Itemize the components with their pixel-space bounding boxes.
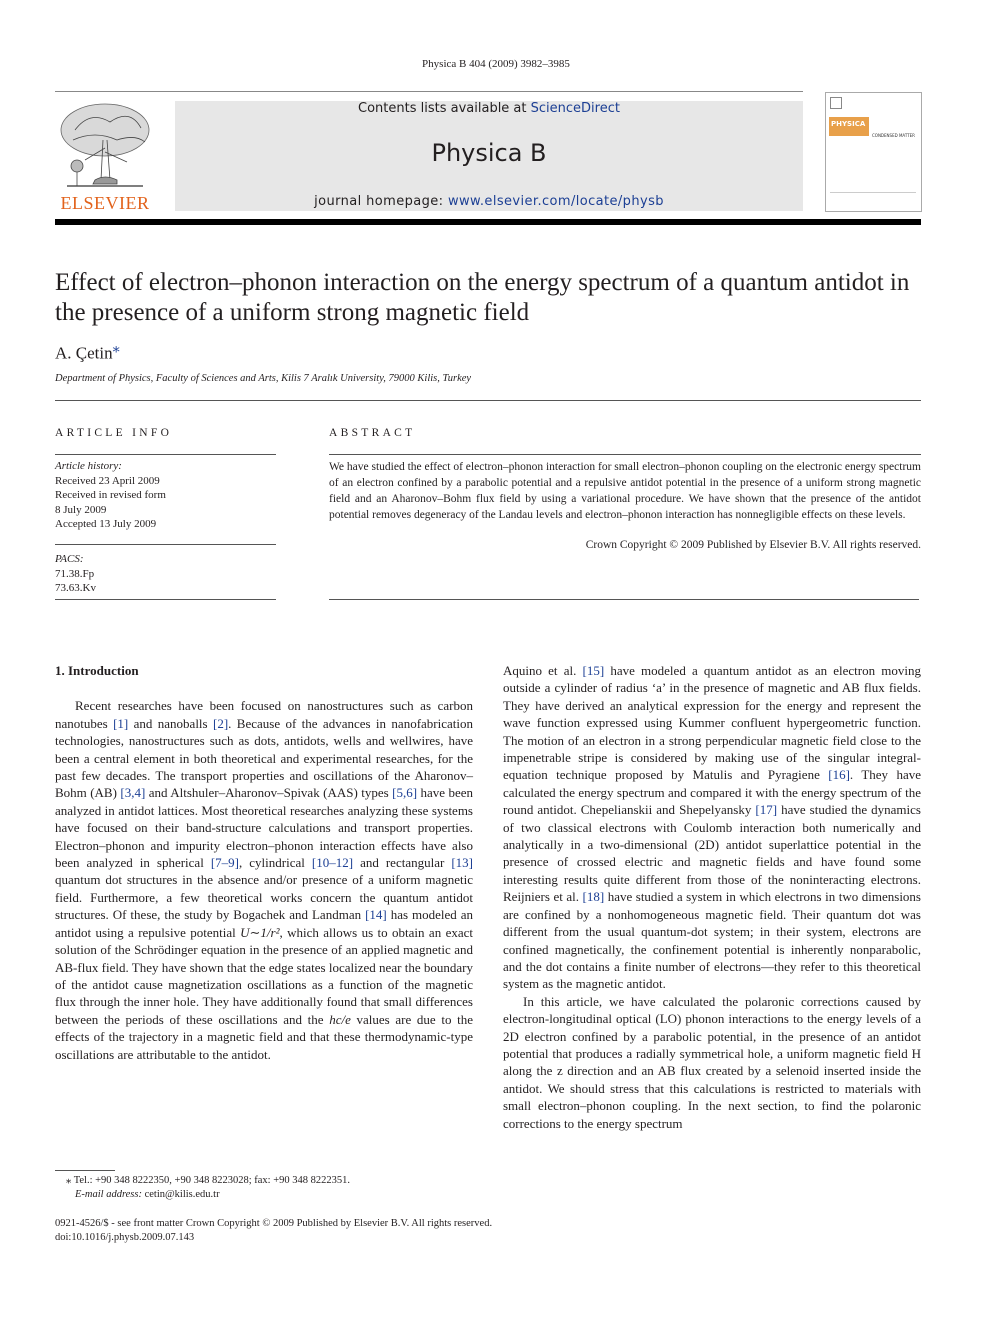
pacs-label: PACS:	[55, 553, 84, 565]
intro-paragraph-2: In this article, we have calculated the polaronic corrections caused by electron-longitudinal optical (LO) phonon interactions to the energy levels of a 2D electron confined by a parabolic potential, in the presence of an antidot potential that produces a radially symmetrical hole, a uniform magnetic field H along the z direction and an AB flux created by a selenoid inserted inside the antidot. We should stress that this calculations is restricted to materials with small electron–phonon coupling. In the next section, to find the polaronic corrections to the energy spectrum	[503, 993, 921, 1131]
tree-logo-icon	[55, 100, 155, 192]
footnote-contact	[55, 1174, 473, 1188]
citation-link[interactable]: [5,6]	[392, 785, 418, 801]
affiliation-rule	[55, 400, 921, 401]
pacs-code: 73.63.Kv	[55, 582, 96, 594]
body-column-left	[55, 662, 473, 1063]
history-label: Article history:	[55, 460, 122, 472]
intro-paragraph-1-continued: Aquino et al. [15] have modeled a quantum antidot as an electron moving outside a cylinder of radius ‘a’ in the presence of magnetic and AB flux fields. They have derived an analytical expression for the energy and represent the wave function expressed using Kummer confluent hypergeometric function. The motion of an electron in a strong perpendicular magnetic field close to the impenetrable stripe is considered by making use of the singular integral-equation technique proposed by Matulis and Pyragiene [16]. They have calculated the energy spectrum and compared it with the energy spectrum of the round antidot. Chepelianskii and Shepelyansky [17] have studied the dynamics of two classical electrons with Coulomb interaction both numerically and analytically in a two-dimensional (2D) antidot superlattice potential in the presence of crossed electric and magnetic fields and have found some interesting results quite different from those of the noninteracting electrons. Reijniers et al. [18] have studied a system in which electrons in two dimensions are confined by a nonhomogeneous magnetic field. Their quantum dot was different from the usual quantum-dot system; in their system, electrons are confined magnetically, the confinement potential is inherently nonparabolic, and the dot contains a finite number of electrons—they refer to this theoretical system as the magnetic antidot.	[503, 663, 922, 992]
history-revised-date: 8 July 2009	[55, 503, 107, 516]
article-info-rule-top	[55, 454, 276, 455]
footnote-tel: Tel.: +90 348 8222350, +90 348 8223028; fax: +90 348 8222351.	[73, 1175, 350, 1186]
footnote-rule	[55, 1170, 115, 1171]
article-history	[55, 459, 276, 532]
email-label: E-mail address:	[75, 1189, 145, 1200]
citation-link[interactable]: [3,4]	[120, 785, 146, 801]
elsevier-wordmark: ELSEVIER	[60, 193, 150, 213]
citation-link[interactable]: [1]	[113, 715, 129, 731]
section-heading-introduction: 1. Introduction	[55, 663, 139, 678]
author-affiliation: Department of Physics, Faculty of Sciences and Arts, Kilis 7 Aralık University, 79000 Kilis, Turkey	[55, 373, 472, 384]
author-name: A. Çetin	[55, 343, 113, 363]
abstract-rule-top	[329, 454, 921, 455]
journal-name: Physica B	[431, 139, 547, 167]
intro-paragraph-1: Recent researches have been focused on nanostructures such as carbon nanotubes [1] and nanoballs [2]. Because of the advances in nanofabrication technologies, nanostructures such as dots, antidots, wells and wellwires, have been a central element in both theoretical and experimental researches, for the past few decades. The transport properties and oscillations of the Aharonov–Bohm (AB) [3,4] and Altshuler–Aharonov–Spivak (AAS) types [5,6] have been analyzed in antidot lattices. Most theoretical researches analyzing these systems have focused on their band-structure calculations and transport properties. Electron–phonon and impurity electron–phonon interaction effects have also been analyzed in spherical [7–9], cylindrical [10–12] and rectangular [13] quantum dot structures in the absence and/or presence of a uniform magnetic field. Furthermore, a few theoretical works concern the quantum antidot structures. Of these, the study by Bogachek and Landman [14] has modeled an antidot using a repulsive potential U∼1/r², which allows us to obtain an exact solution of the Schrödinger equation in the presence of an applied magnetic and AB-flux field. They have shown that the edge states localized near the boundary of the antidot cause magnetization oscillations as a function of the magnetic flux through the inner hole. They have additionally found that small differences between the periods of these oscillations and the hc/e values are due to the effects of the trajectory in a magnetic field and that these thermodynamic-type oscillations are attributable to the antidot.	[55, 698, 474, 1062]
journal-homepage-line	[175, 194, 803, 209]
doi-line[interactable]: doi:10.1016/j.physb.2009.07.143	[55, 1232, 195, 1243]
abstract-rule-bottom	[329, 599, 919, 600]
footnote-mark: ⁎	[66, 1175, 72, 1186]
cover-footer	[830, 192, 916, 205]
homepage-prefix: journal homepage:	[314, 194, 448, 209]
pacs-code: 71.38.Fp	[55, 567, 95, 580]
cover-subtitle-text: CONDENSED MATTER	[872, 133, 915, 138]
history-received: Received 23 April 2009	[55, 474, 160, 487]
abstract-copyright: Crown Copyright © 2009 Published by Elsevier B.V. All rights reserved.	[585, 539, 921, 551]
article-title: Effect of electron–phonon interaction on the energy spectrum of a quantum antidot in the presence of a uniform strong magnetic field	[55, 269, 910, 326]
publication-meta	[55, 1217, 492, 1245]
citation-link[interactable]: [18]	[582, 889, 605, 905]
article-info-rule-bottom	[55, 599, 276, 600]
author-footnote-mark[interactable]: ⁎	[112, 340, 120, 356]
citation-link[interactable]: [17]	[755, 802, 778, 818]
article-info-heading: ARTICLE INFO	[55, 427, 173, 439]
sciencedirect-link[interactable]: ScienceDirect	[530, 101, 620, 116]
history-accepted: Accepted 13 July 2009	[55, 518, 157, 530]
pacs-codes	[55, 552, 276, 596]
contents-prefix: Contents lists available at	[358, 101, 531, 116]
article-info-rule-middle	[55, 544, 276, 545]
citation-link[interactable]: [16]	[828, 767, 850, 783]
header-rule	[55, 91, 803, 92]
citation-link[interactable]: [2]	[212, 715, 229, 731]
cover-title-text: PHYSICA	[831, 120, 866, 128]
citation-line: Physica B 404 (2009) 3982–3985	[422, 58, 570, 70]
contents-available-line	[175, 101, 803, 116]
abstract-heading: ABSTRACT	[329, 427, 416, 439]
author-line	[55, 340, 120, 364]
history-revised-label: Received in revised form	[55, 489, 166, 501]
citation-link[interactable]: [14]	[365, 907, 387, 923]
journal-cover-thumbnail[interactable]	[825, 92, 922, 212]
header-thick-rule	[55, 219, 921, 225]
email-address[interactable]: cetin@kilis.edu.tr	[144, 1189, 220, 1200]
footnote-email	[55, 1188, 473, 1202]
cover-emblem-icon	[830, 97, 842, 109]
body-column-right	[503, 662, 921, 1132]
author-footnote	[55, 1174, 473, 1202]
abstract-text: We have studied the effect of electron–phonon interaction for small electron–phonon coupling on the electronic energy spectrum of an electron confined by a parabolic potential and a repulsive antidot potential in the presence of a uniform strong magnetic field and an Aharonov–Bohm flux field by using a variational procedure. We have shown that the presence of the antidot potential removes degeneracy of the Landau levels and electron–phonon interaction has nonnegligible effects on these levels.	[329, 461, 921, 521]
inline-formula: U∼1/r²	[240, 924, 280, 940]
inline-formula-hc-e: hc/e	[329, 1011, 351, 1027]
citation-link[interactable]: [7–9]	[210, 855, 239, 871]
citation-link[interactable]: [10–12]	[311, 855, 354, 871]
journal-homepage-link[interactable]: www.elsevier.com/locate/physb	[447, 194, 664, 209]
citation-link[interactable]: [15]	[582, 663, 605, 678]
issn-line: 0921-4526/$ - see front matter Crown Copyright © 2009 Published by Elsevier B.V. All rights reserved.	[55, 1218, 493, 1229]
citation-link[interactable]: [13]	[451, 855, 473, 871]
